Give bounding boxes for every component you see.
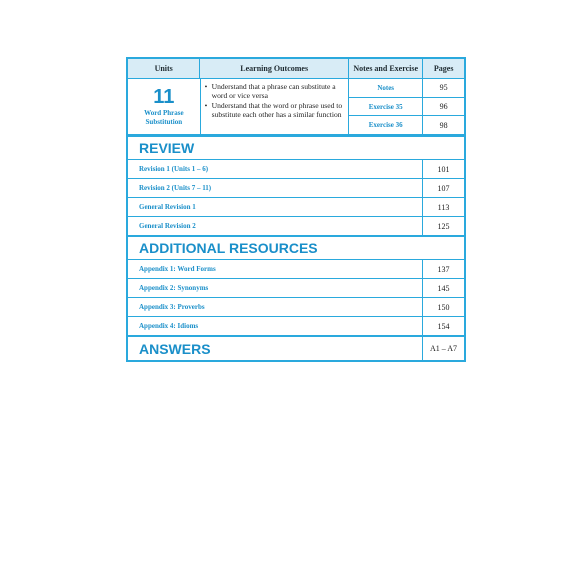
entry-row[interactable] xyxy=(349,116,464,134)
unit-cell xyxy=(128,79,201,134)
resource-item-label[interactable]: Appendix 3: Proverbs xyxy=(128,298,423,316)
resources-heading: ADDITIONAL RESOURCES xyxy=(128,235,464,260)
learning-outcomes-list xyxy=(205,82,345,119)
entry-page: 96 xyxy=(439,102,448,111)
review-item[interactable] xyxy=(128,160,464,179)
learning-outcome: • Understand that the word or phrase used to substitute each other has a similar function xyxy=(205,101,345,120)
header-learning-outcomes: Learning Outcomes xyxy=(200,59,349,78)
resource-item-page: 150 xyxy=(437,302,450,312)
header-units: Units xyxy=(128,59,200,78)
resource-item-label[interactable]: Appendix 4: Idioms xyxy=(128,317,423,335)
header-notes-exercise: Notes and Exercise xyxy=(349,59,423,78)
answers-heading[interactable]: ANSWERS xyxy=(128,337,423,360)
answers-row[interactable] xyxy=(128,335,464,360)
entry-page: 95 xyxy=(439,83,448,93)
answers-page: A1 – A7 xyxy=(429,344,458,353)
review-item[interactable] xyxy=(128,217,464,235)
notes-pages-column xyxy=(349,79,464,134)
table-header xyxy=(128,59,464,79)
review-item[interactable] xyxy=(128,179,464,198)
review-item-label[interactable]: General Revision 1 xyxy=(128,198,423,216)
entry-page: 98 xyxy=(439,120,448,130)
review-item-page: 107 xyxy=(437,183,450,193)
entry-row[interactable] xyxy=(349,98,464,117)
unit-name-line1: Word Phrase xyxy=(144,109,184,117)
review-item-label[interactable]: Revision 1 (Units 1 – 6) xyxy=(128,160,423,178)
entry-label[interactable]: Exercise 35 xyxy=(349,98,423,116)
unit-name xyxy=(144,109,183,126)
review-item-label[interactable]: Revision 2 (Units 7 – 11) xyxy=(128,179,423,197)
resource-item[interactable] xyxy=(128,279,464,298)
resource-item-label[interactable]: Appendix 1: Word Forms xyxy=(128,260,423,278)
entry-row[interactable] xyxy=(349,79,464,98)
unit-row xyxy=(128,79,464,135)
unit-name-line2: Substitution xyxy=(145,117,183,126)
review-item-label[interactable]: General Revision 2 xyxy=(128,217,423,235)
resource-item[interactable] xyxy=(128,317,464,335)
learning-outcomes-cell xyxy=(201,79,349,134)
resource-item[interactable] xyxy=(128,298,464,317)
review-item[interactable] xyxy=(128,198,464,217)
resource-item-label[interactable]: Appendix 2: Synonyms xyxy=(128,279,423,297)
unit-number: 11 xyxy=(153,86,175,108)
entry-label[interactable]: Exercise 36 xyxy=(349,116,423,134)
review-heading: REVIEW xyxy=(128,135,464,160)
resource-item-page: 154 xyxy=(437,321,450,331)
header-pages: Pages xyxy=(433,64,454,73)
resource-item-page: 137 xyxy=(437,264,450,274)
learning-outcome: • Understand that a phrase can substitute a word or vice versa xyxy=(205,82,345,101)
entry-label[interactable]: Notes xyxy=(349,79,423,97)
review-item-page: 113 xyxy=(437,202,450,212)
resource-item-page: 145 xyxy=(437,283,450,293)
review-item-page: 125 xyxy=(437,221,450,231)
review-item-page: 101 xyxy=(437,164,450,174)
table-of-contents xyxy=(126,57,466,362)
resource-item[interactable] xyxy=(128,260,464,279)
